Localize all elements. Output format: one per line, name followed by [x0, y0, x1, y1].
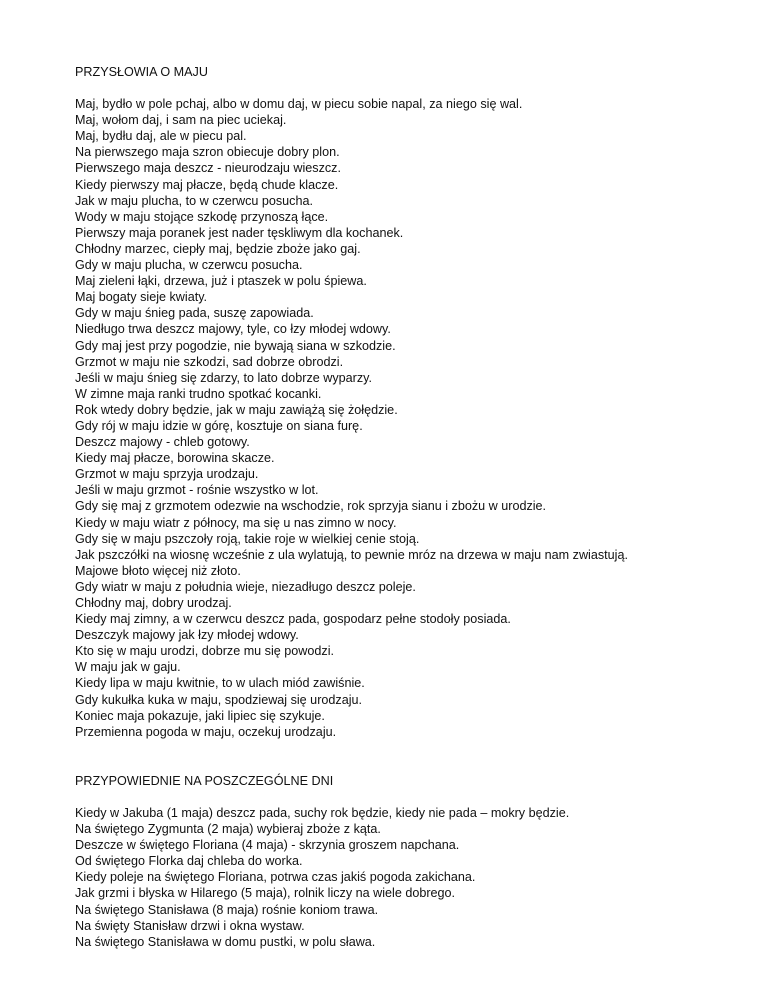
- proverb-line: Maj, wołom daj, i sam na piec uciekaj.: [75, 113, 287, 128]
- proverb-line: W maju jak w gaju.: [75, 660, 181, 675]
- proverb-line: Gdy w maju śnieg pada, suszę zapowiada.: [75, 306, 314, 321]
- proverb-line: Gdy się w maju pszczoły roją, takie roje w wielkiej cenie stoją.: [75, 531, 420, 546]
- proverb-line: Rok wtedy dobry będzie, jak w maju zawiążą się żołędzie.: [75, 402, 398, 417]
- daily-saying-line: Deszcze w świętego Floriana (4 maja) - skrzynia groszem napchana.: [75, 838, 460, 853]
- proverb-line: Kiedy w maju wiatr z północy, ma się u nas zimno w nocy.: [75, 515, 397, 530]
- proverb-line: Maj, bydłu daj, ale w piecu pal.: [75, 129, 247, 144]
- proverb-line: Deszczyk majowy jak łzy młodej wdowy.: [75, 628, 299, 643]
- proverb-line: Gdy maj jest przy pogodzie, nie bywają siana w szkodzie.: [75, 338, 396, 353]
- proverb-line: Grzmot w maju sprzyja urodzaju.: [75, 467, 259, 482]
- proverb-line: Jeśli w maju śnieg się zdarzy, to lato dobrze wyparzy.: [75, 370, 373, 385]
- proverb-line: Maj zieleni łąki, drzewa, już i ptaszek w polu śpiewa.: [75, 274, 367, 289]
- proverb-line: Chłodny maj, dobry urodzaj.: [75, 596, 232, 610]
- proverb-line: Pierwszego maja deszcz - nieurodzaju wieszcz.: [75, 161, 341, 176]
- proverb-line: Na pierwszego maja szron obiecuje dobry plon.: [75, 145, 340, 160]
- daily-saying-line: Na świętego Stanisława (8 maja) rośnie koniom trawa.: [75, 902, 379, 917]
- proverb-line: Kiedy pierwszy maj płacze, będą chude klacze.: [75, 177, 339, 192]
- proverb-line: Maj, bydło w pole pchaj, albo w domu daj, w piecu sobie napal, za niego się wal.: [75, 97, 523, 112]
- document-page: [75, 64, 715, 950]
- proverb-line: Koniec maja pokazuje, jaki lipiec się szykuje.: [75, 708, 325, 723]
- proverb-line: Gdy się maj z grzmotem odezwie na wschodzie, rok sprzyja sianu i zbożu w urodzie.: [75, 499, 547, 514]
- proverb-line: Kto się w maju urodzi, dobrze mu się powodzi.: [75, 644, 334, 659]
- proverb-line: Gdy rój w maju idzie w górę, kosztuje on siana furę.: [75, 418, 363, 433]
- daily-saying-line: Jak grzmi i błyska w Hilarego (5 maja), rolnik liczy na wiele dobrego.: [75, 886, 456, 901]
- section-title-daily-sayings: PRZYPOWIEDNIE NA POSZCZEGÓLNE DNI: [75, 773, 334, 788]
- proverb-line: Jak w maju plucha, to w czerwcu posucha.: [75, 193, 313, 208]
- daily-saying-line: Kiedy poleje na świętego Floriana, potrwa czas jakiś pogoda zakichana.: [75, 870, 476, 885]
- daily-saying-line: Na święty Stanisław drzwi i okna wystaw.: [75, 918, 305, 933]
- daily-saying-line: Kiedy w Jakuba (1 maja) deszcz pada, suchy rok będzie, kiedy nie pada – mokry będzie.: [75, 805, 570, 820]
- proverb-line: Kiedy maj zimny, a w czerwcu deszcz pada, gospodarz pełne stodoły posiada.: [75, 612, 511, 627]
- section-title-proverbs-may: PRZYSŁOWIA O MAJU: [75, 65, 208, 79]
- proverbs-list: [75, 96, 715, 740]
- proverb-line: Majowe błoto więcej niż złoto.: [75, 563, 241, 578]
- proverb-line: Jeśli w maju grzmot - rośnie wszystko w lot.: [75, 483, 319, 498]
- daily-saying-line: Od świętego Florka daj chleba do worka.: [75, 854, 303, 869]
- proverb-line: Niedługo trwa deszcz majowy, tyle, co łzy młodej wdowy.: [75, 322, 391, 337]
- proverb-line: Grzmot w maju nie szkodzi, sad dobrze obrodzi.: [75, 354, 344, 369]
- proverb-line: Maj bogaty sieje kwiaty.: [75, 290, 208, 305]
- proverb-line: W zimne maja ranki trudno spotkać kocanki.: [75, 386, 322, 401]
- proverb-line: Deszcz majowy - chleb gotowy.: [75, 435, 250, 450]
- proverb-line: Wody w maju stojące szkodę przynoszą łące.: [75, 209, 329, 224]
- proverb-line: Kiedy lipa w maju kwitnie, to w ulach miód zawiśnie.: [75, 676, 365, 691]
- proverb-line: Gdy wiatr w maju z południa wieje, niezadługo deszcz poleje.: [75, 579, 416, 594]
- proverb-line: Gdy w maju plucha, w czerwcu posucha.: [75, 258, 303, 273]
- proverb-line: Chłodny marzec, ciepły maj, będzie zboże jako gaj.: [75, 241, 361, 256]
- daily-saying-line: Na świętego Stanisława w domu pustki, w polu sława.: [75, 934, 376, 949]
- proverb-line: Jak pszczółki na wiosnę wcześnie z ula wylatują, to pewnie mróz na drzewa w maju nam zwiastują.: [75, 547, 628, 562]
- proverb-line: Gdy kukułka kuka w maju, spodziewaj się urodzaju.: [75, 692, 362, 707]
- daily-sayings-list: [75, 805, 715, 950]
- daily-saying-line: Na świętego Zygmunta (2 maja) wybieraj zboże z kąta.: [75, 822, 381, 837]
- proverb-line: Pierwszy maja poranek jest nader tęskliwym dla kochanek.: [75, 225, 404, 240]
- proverb-line: Kiedy maj płacze, borowina skacze.: [75, 451, 275, 466]
- proverb-line: Przemienna pogoda w maju, oczekuj urodzaju.: [75, 724, 337, 739]
